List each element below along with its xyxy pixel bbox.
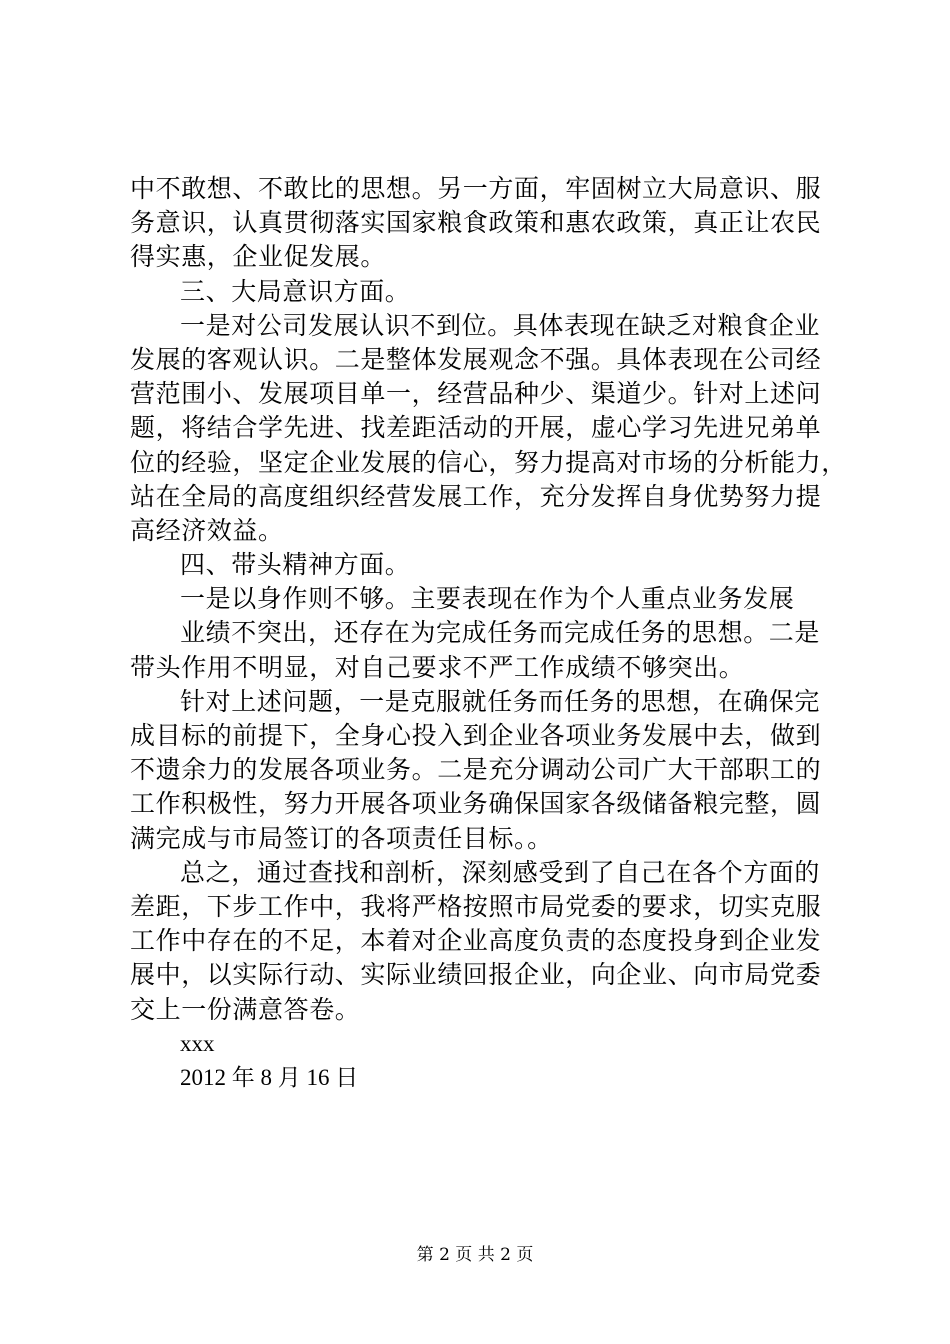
body-line: 总之，通过查找和剖析，深刻感受到了自己在各个方面的 — [180, 857, 821, 887]
signature: xxx — [180, 1030, 215, 1056]
body-line: 成目标的前提下，全身心投入到企业各项业务发展中去，做到 — [130, 721, 822, 750]
body-line: 不遗余力的发展各项业务。二是充分调动公司广大干部职工的 — [130, 755, 822, 785]
body-line: 针对上述问题，一是克服就任务而任务的思想，在确保完 — [180, 686, 821, 716]
body-line: 展中，以实际行动、实际业绩回报企业，向企业、向市局党委 — [130, 960, 822, 990]
document-date: 2012 年 8 月 16 日 — [180, 1064, 359, 1090]
body-line: 发展的客观认识。二是整体发展观念不强。具体表现在公司经 — [130, 344, 822, 374]
body-line: 满完成与市局签订的各项责任目标。。 — [130, 823, 553, 853]
page-footer: 第 2 页 共 2 页 — [416, 1245, 534, 1265]
body-line: 站在全局的高度组织经营发展工作，充分发挥自身优势努力提 — [130, 481, 822, 511]
body-line: 营范围小、发展项目单一，经营品种少、渠道少。针对上述问 — [130, 379, 822, 409]
body-line: 得实惠，企业促发展。 — [130, 242, 387, 272]
body-line: 差距，下步工作中，我将严格按照市局党委的要求，切实克服 — [130, 891, 822, 921]
body-line: 务意识，认真贯彻落实国家粮食政策和惠农政策，真正让农民 — [130, 208, 822, 238]
body-line: 带头作用不明显，对自己要求不严工作成绩不够突出。 — [130, 652, 745, 682]
body-line: 工作中存在的不足，本着对企业高度负责的态度投身到企业发 — [130, 926, 822, 956]
body-line: 高经济效益。 — [130, 515, 284, 545]
body-line: 工作积极性，努力开展各项业务确保国家各级储备粮完整，圆 — [130, 789, 822, 819]
body-line: 中不敢想、不敢比的思想。另一方面，牢固树立大局意识、服 — [130, 174, 822, 203]
body-line: 题，将结合学先进、找差距活动的开展，虚心学习先进兄弟单 — [130, 413, 822, 443]
document-body — [130, 172, 847, 1095]
body-line: 交上一份满意答卷。 — [130, 994, 361, 1024]
body-line: 一是以身作则不够。主要表现在作为个人重点业务发展 — [180, 584, 795, 614]
body-line: 一是对公司发展认识不到位。具体表现在缺乏对粮食企业 — [180, 310, 821, 340]
section-heading: 三、大局意识方面。 — [180, 276, 411, 306]
body-line: 业绩不突出，还存在为完成任务而完成任务的思想。二是 — [180, 618, 821, 648]
body-line: 位的经验，坚定企业发展的信心，努力提高对市场的分析能力， — [130, 447, 847, 477]
section-heading: 四、带头精神方面。 — [180, 550, 411, 580]
